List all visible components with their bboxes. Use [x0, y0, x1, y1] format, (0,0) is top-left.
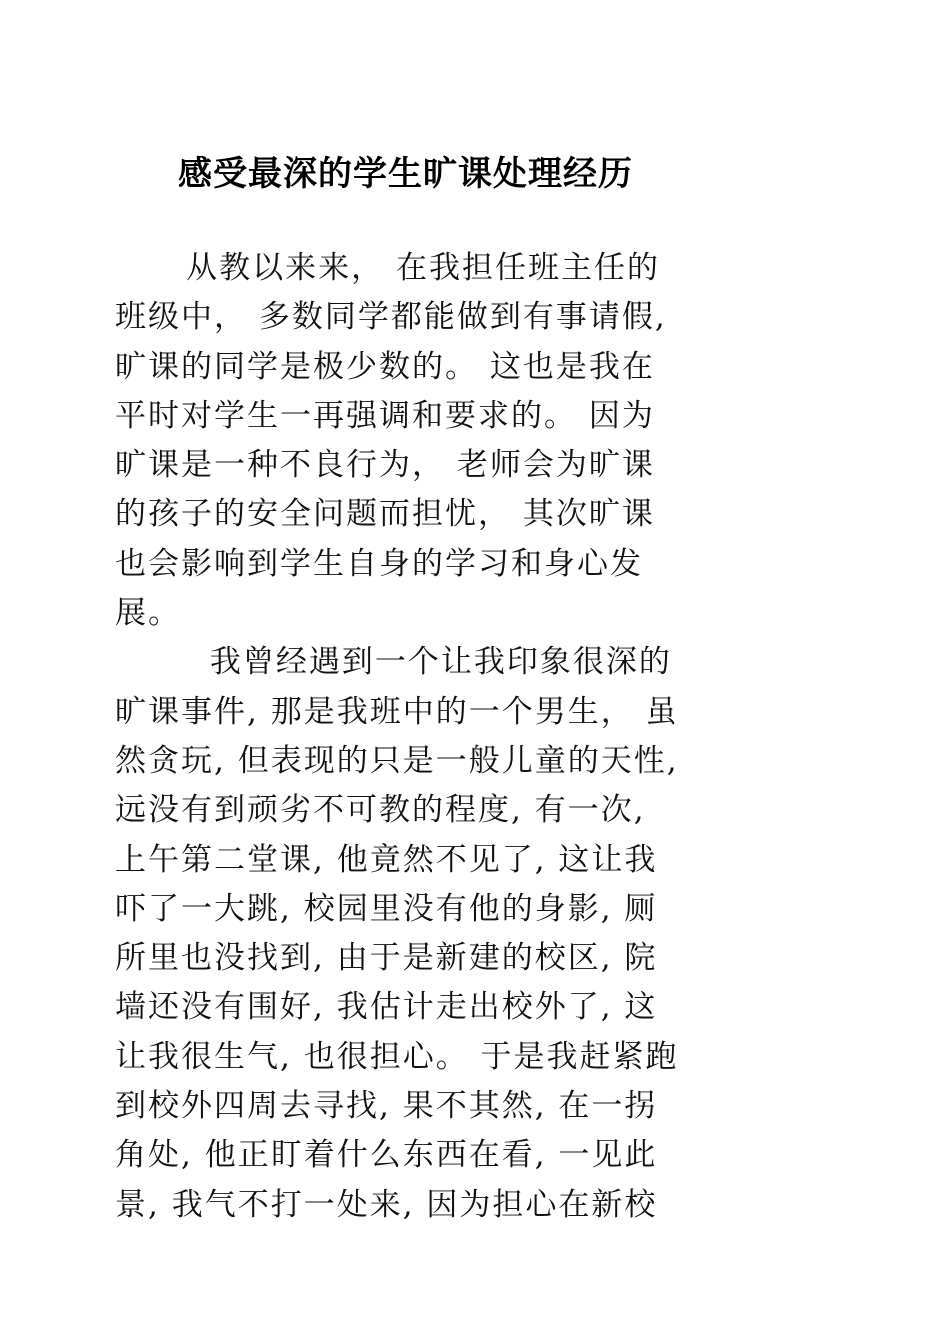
- text-line: 吓了一大跳, 校园里没有他的身影, 厕: [115, 890, 658, 927]
- text-line: 旷课事件, 那是我班中的一个男生， 虽: [115, 693, 679, 730]
- text-line: 让我很生气, 也很担心。 于是我赶紧跑: [115, 1038, 679, 1075]
- text-line: 的孩子的安全问题而担忧， 其次旷课: [115, 496, 655, 533]
- text-line: 展。: [115, 595, 181, 632]
- text-line: 旷课的同学是极少数的。 这也是我在: [115, 348, 655, 385]
- text-line: 旷课是一种不良行为， 老师会为旷课: [115, 447, 655, 484]
- text-line: 从教以来来， 在我担任班主任的: [115, 250, 660, 286]
- text-line: 平时对学生一再强调和要求的。 因为: [115, 397, 655, 434]
- text-line: 我曾经遇到一个让我印象很深的: [115, 644, 672, 681]
- text-line: 然贪玩, 但表现的只是一般儿童的天性,: [115, 742, 679, 779]
- document-title: 感受最深的学生旷课处理经历: [178, 154, 633, 194]
- text-line: 墙还没有围好, 我估计走出校外了, 这: [115, 989, 658, 1026]
- text-line: 所里也没找到, 由于是新建的校区, 院: [115, 940, 658, 977]
- text-line: 角处, 他正盯着什么东西在看, 一见此: [115, 1137, 658, 1174]
- text-line: 远没有到顽劣不可教的程度, 有一次,: [115, 792, 646, 829]
- document-body: [115, 244, 845, 1230]
- text-line: 到校外四周去寻找, 果不其然, 在一拐: [115, 1088, 658, 1125]
- text-line: 上午第二堂课, 他竟然不见了, 这让我: [115, 841, 658, 878]
- text-line: 班级中， 多数同学都能做到有事请假,: [115, 299, 667, 336]
- text-line: 也会影响到学生自身的学习和身心发: [115, 545, 643, 582]
- text-line: 景, 我气不打一处来, 因为担心在新校: [115, 1186, 658, 1223]
